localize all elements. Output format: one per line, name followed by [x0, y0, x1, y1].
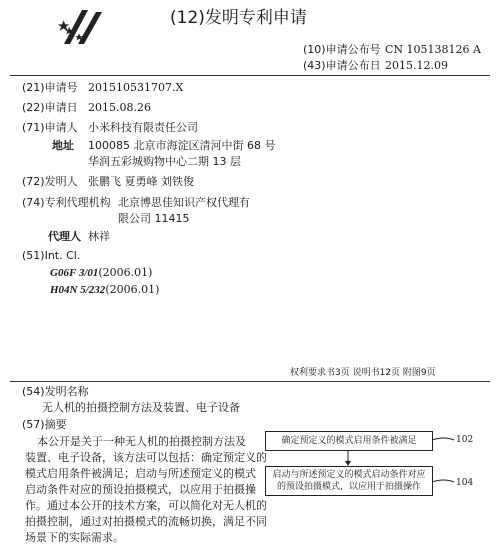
inventors-label: (72)发明人	[22, 175, 78, 188]
address-line-2: 华润五彩城购物中心二期 13 层	[88, 155, 241, 168]
abstract-line: 模式启用条件被满足；启动与所述预定义的模式	[25, 467, 256, 480]
agent: 林祥	[88, 230, 110, 243]
document-title: (12)发明专利申请	[170, 8, 307, 28]
inventors: 张鹏飞 夏勇峰 刘铁俊	[88, 175, 194, 188]
flow-step-text-1: 确定预定义的模式启用条件被满足	[281, 436, 417, 446]
int-cl-code-2: H04N 5/232	[50, 284, 106, 296]
invention-name: 无人机的拍摄控制方法及装置、电子设备	[42, 401, 240, 414]
applicant: 小米科技有限责任公司	[88, 121, 198, 134]
invention-name-label: (54)发明名称	[22, 385, 89, 398]
flow-ref-104: 104	[456, 478, 474, 488]
flow-arrowhead	[345, 461, 351, 466]
agent-label: 代理人	[48, 230, 81, 243]
applicant-label: (71)申请人	[22, 121, 78, 134]
flow-step-text-2a: 启动与所述预定义的模式启动条件对应	[272, 470, 426, 480]
application-date: 2015.08.26	[88, 101, 151, 114]
abstract-line: 启动条件对应的预设拍摄模式，以应用于拍摄操	[25, 483, 256, 496]
ref-leader-102	[432, 438, 454, 440]
abstract-line: 本公开是关于一种无人机的拍摄控制方法及	[37, 435, 246, 448]
page-counts: 权利要求书3页 说明书12页 附图9页	[290, 368, 436, 378]
flow-step-text-2b: 的预设拍摄模式，以应用于拍摄操作	[276, 482, 421, 492]
abstract-label: (57)摘要	[22, 418, 67, 431]
publication-date: 2015.12.09	[385, 59, 448, 72]
int-cl-year-2: (2006.01)	[105, 283, 160, 296]
publication-number: CN 105138126 A	[385, 43, 481, 56]
abstract-line: 场景下的实际需求。	[25, 531, 124, 544]
address-line-1: 100085 北京市海淀区清河中街 68 号	[88, 139, 276, 152]
int-cl-label: (51)Int. Cl.	[22, 249, 81, 262]
publication-date-label: (43)申请公布日	[303, 59, 381, 72]
abstract-line: 装置、电子设备，该方法可以包括：确定预定义的	[25, 451, 267, 464]
ref-leader-104	[432, 480, 454, 482]
agency-line-2: 限公司 11415	[118, 212, 190, 225]
abstract-line: 拍摄控制，通过对拍摄模式的流畅切换，满足不同	[25, 515, 267, 528]
application-number: 201510531707.X	[88, 81, 184, 94]
application-number-label: (21)申请号	[22, 81, 78, 94]
agency-label: (74)专利代理机构	[22, 196, 111, 209]
application-date-label: (22)申请日	[22, 101, 78, 114]
int-cl-code-1: G06F 3/01	[50, 267, 99, 279]
agency-line-1: 北京博思佳知识产权代理有	[118, 196, 250, 209]
int-cl-year-1: (2006.01)	[98, 266, 153, 279]
abstract-line: 作。通过本公开的技术方案，可以简化对无人机的	[25, 499, 267, 512]
address-label: 地址	[52, 139, 74, 152]
flow-ref-102: 102	[456, 435, 474, 445]
publication-number-label: (10)申请公布号	[303, 43, 381, 56]
